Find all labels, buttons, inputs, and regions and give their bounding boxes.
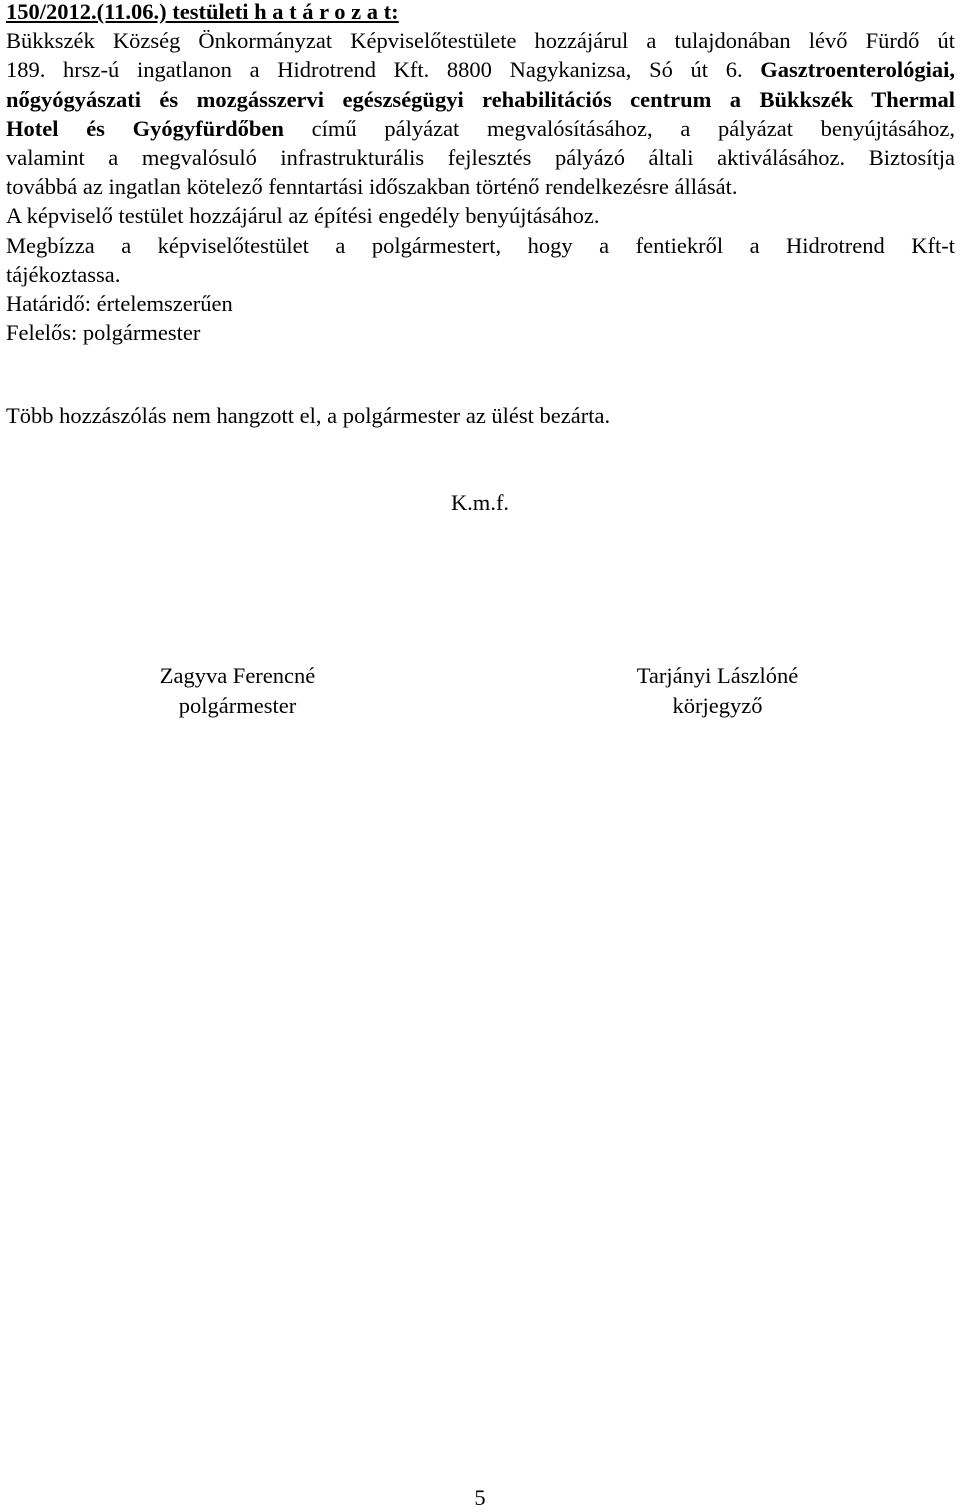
signatory-name: Zagyva Ferencné xyxy=(159,663,316,688)
signatory-title: polgármester xyxy=(178,693,297,718)
resolution-text-plain-2: című pályázat megvalósításához, a pályázat benyújtásához, xyxy=(311,115,956,141)
resolution-block xyxy=(6,0,955,347)
resolution-text-line-6: továbbá az ingatlan kötelező fenntartási időszakban történő rendelkezésre állását. xyxy=(6,174,738,200)
resolution-text-line-4 xyxy=(6,114,955,143)
project-title-part-1: Gasztroenterológiai, xyxy=(760,57,956,83)
signatory-name: Tarjányi Lászlóné xyxy=(636,663,799,688)
resolution-text-plain: 189. hrsz-ú ingatlanon a Hidrotrend Kft. 8800 Nagykanizsa, Só út 6. xyxy=(6,57,743,83)
resolution-text-line-5: valamint a megvalósuló infrastrukturális fejlesztés pályázó általi aktiválásához. Biztosítja xyxy=(6,145,955,171)
page-number: 5 xyxy=(474,1485,486,1510)
resolution-heading: 150/2012.(11.06.) testületi h a t á r o z a t: xyxy=(6,0,399,24)
project-title-part-2: nőgyógyászati és mozgásszervi egészségügyi rehabilitációs centrum a Bükkszék Thermal xyxy=(6,86,955,112)
mandate-paragraph-line-2: tájékoztassa. xyxy=(6,261,121,287)
building-permit-paragraph: A képviselő testület hozzájárul az építési engedély benyújtásához. xyxy=(6,203,600,229)
signature-right xyxy=(620,661,815,721)
kmf-label: K.m.f. xyxy=(450,490,510,515)
resolution-text-line-2 xyxy=(6,55,955,84)
mandate-paragraph-line-1: Megbízza a képviselőtestület a polgármestert, hogy a fentiekről a Hidrotrend Kft-t xyxy=(6,232,955,258)
deadline: Határidő: értelemszerűen xyxy=(6,291,233,317)
closing-statement: Több hozzászólás nem hangzott el, a polgármester az ülést bezárta. xyxy=(6,403,611,428)
resolution-text-line-3 xyxy=(6,85,955,114)
resolution-text-line-1: Bükkszék Község Önkormányzat Képviselőtestülete hozzájárul a tulajdonában lévő Fürdő út xyxy=(6,28,955,54)
signature-left xyxy=(145,661,330,721)
responsible-person: Felelős: polgármester xyxy=(6,320,201,346)
project-title-part-3: Hotel és Gyógyfürdőben xyxy=(6,115,284,141)
signatory-title: körjegyző xyxy=(672,693,763,718)
